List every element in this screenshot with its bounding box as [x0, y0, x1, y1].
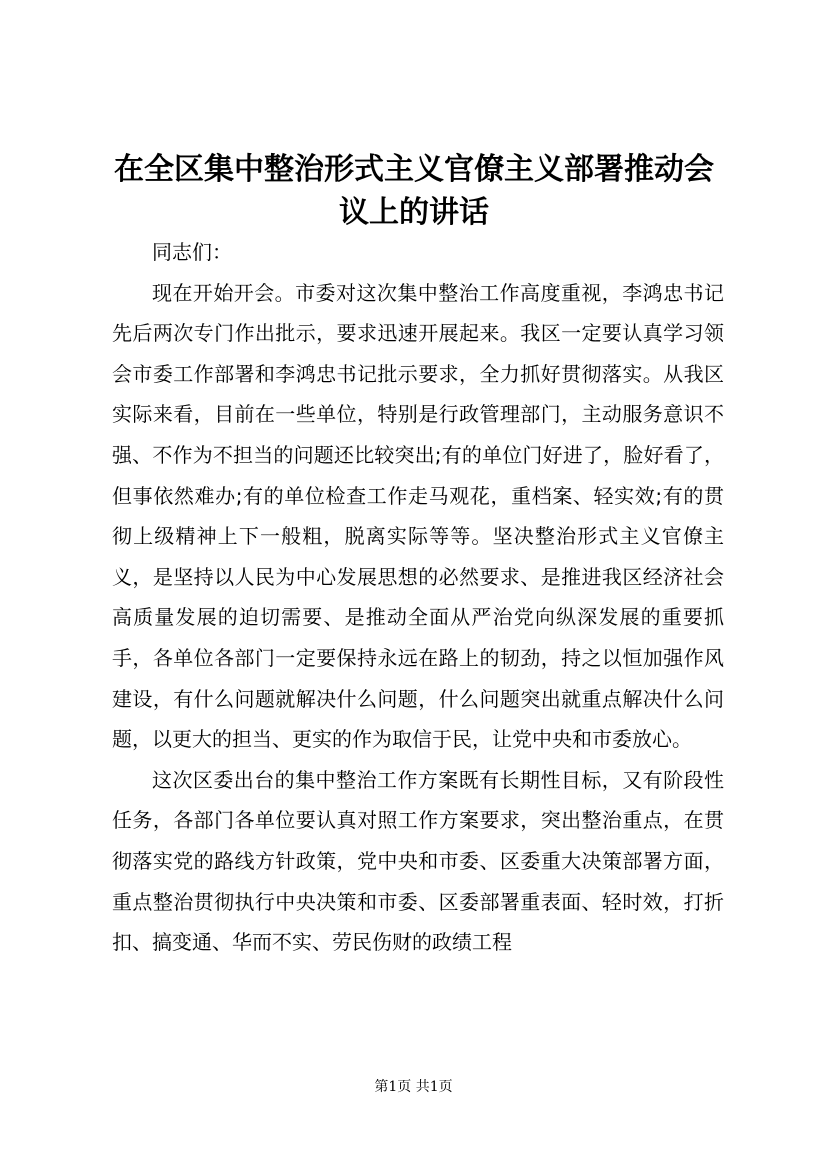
page-footer: 第1页 共1页 [374, 1079, 453, 1095]
paragraph-2: 这次区委出台的集中整治工作方案既有长期性目标，又有阶段性任务，各部门各单位要认真对照工作方案要求，突出整治重点，在贯彻落实党的路线方针政策，党中央和市委、区委重大决策部署方面，重点整治贯彻执行中央决策和市委、区委部署重表面、轻时效，打折扣、搞变通、华而不实、劳民伤财的政绩工程 [112, 767, 724, 955]
salutation: 同志们： [152, 240, 232, 264]
document-body [112, 232, 724, 963]
document-title: 在全区集中整治形式主义官僚主义部署推动会议上的讲话 [114, 152, 714, 230]
paragraph-1: 现在开始开会。市委对这次集中整治工作高度重视，李鸿忠书记先后两次专门作出批示，要求迅速开展起来。我区一定要认真学习领会市委工作部署和李鸿忠书记批示要求，全力抓好贯彻落实。从我区实际来看，目前在一些单位，特别是行政管理部门，主动服务意识不强、不作为不担当的问题还比较突出;有的单位门好进了，脸好看了，但事依然难办;有的单位检查工作走马观花，重档案、轻实效;有的贯彻上级精神上下一般粗，脱离实际等等。坚决整治形式主义官僚主义，是坚持以人民为中心发展思想的必然要求、是推进我区经济社会高质量发展的迫切需要、是推动全面从严治党向纵深发展的重要抓手，各单位各部门一定要保持永远在路上的韧劲，持之以恒加强作风建设，有什么问题就解决什么问题，什么问题突出就重点解决什么问题，以更大的担当、更实的作为取信于民，让党中央和市委放心。 [112, 280, 724, 752]
